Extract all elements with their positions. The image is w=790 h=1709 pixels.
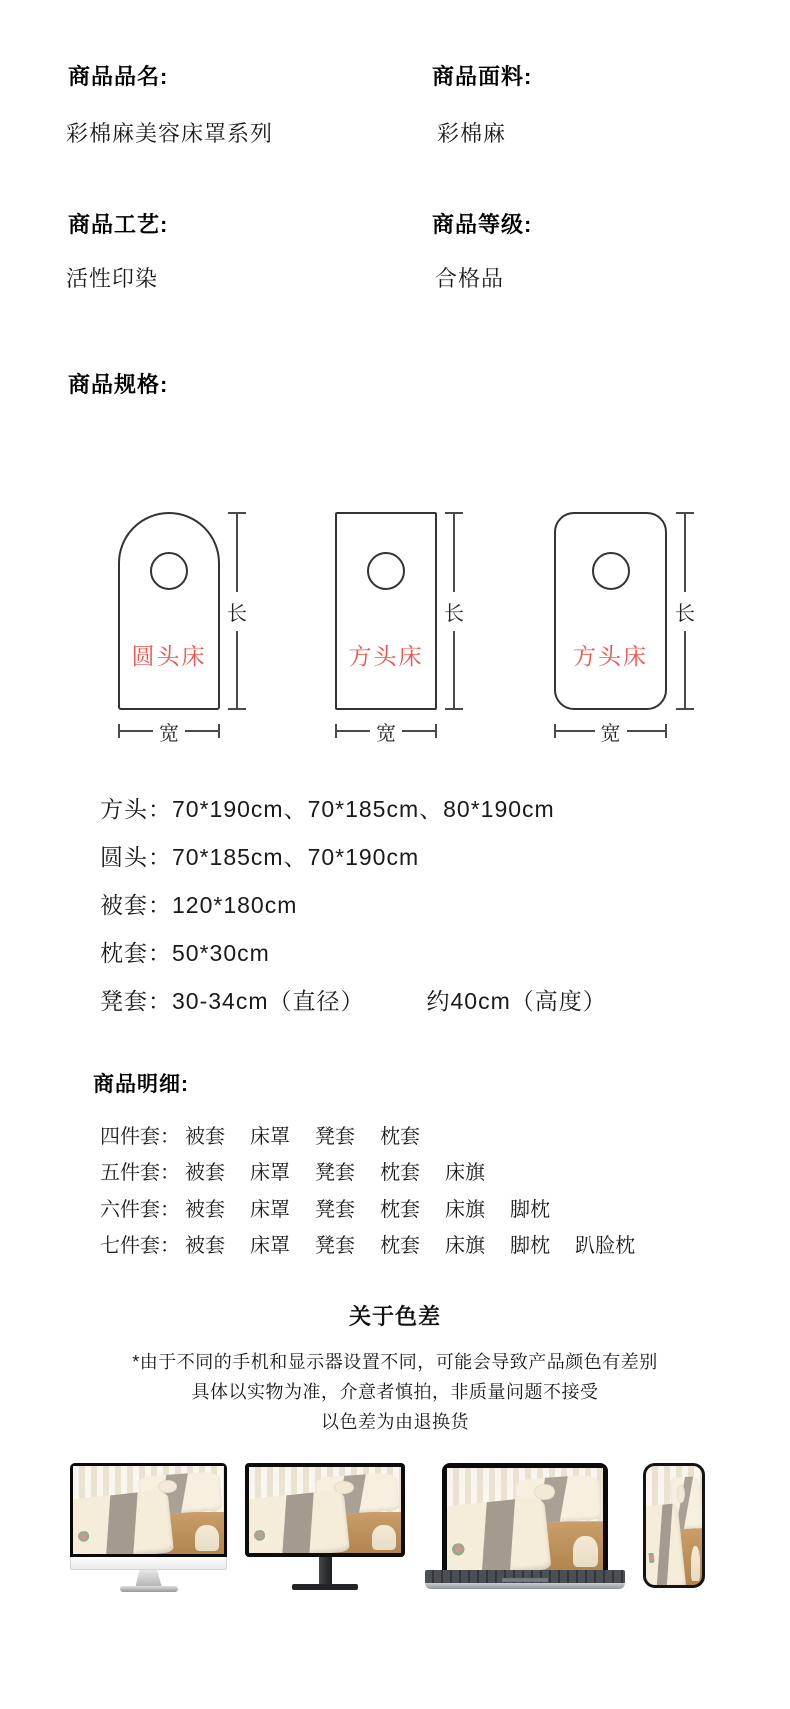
width-label: 宽 xyxy=(159,722,179,745)
set-item: 枕套 xyxy=(380,1126,420,1148)
set-name: 七件套： xyxy=(100,1235,180,1257)
detail-row-7pc xyxy=(100,1229,640,1258)
size-value: 120*180cm xyxy=(172,892,298,918)
product-photo xyxy=(73,1466,224,1554)
set-item: 枕套 xyxy=(380,1162,420,1184)
size-value: 70*185cm、70*190cm xyxy=(172,844,420,870)
length-label: 长 xyxy=(444,602,464,625)
imac-chin xyxy=(70,1557,227,1570)
set-item: 凳套 xyxy=(315,1199,355,1221)
set-item: 被套 xyxy=(185,1199,225,1221)
bed-diagram-label: 圆头床 xyxy=(131,643,207,669)
imac-base xyxy=(120,1586,178,1592)
bed-diagram-round xyxy=(118,512,220,710)
set-item: 床罩 xyxy=(250,1162,290,1184)
product-photo xyxy=(447,1468,603,1570)
size-value: 70*190cm、70*185cm、80*190cm xyxy=(172,796,555,822)
set-item: 枕套 xyxy=(380,1199,420,1221)
size-line-round-head xyxy=(100,839,419,872)
size-line-duvet-cover xyxy=(100,887,297,920)
imac-mockup xyxy=(70,1463,227,1592)
length-dimension-line xyxy=(226,512,248,710)
width-dimension-line xyxy=(554,720,667,745)
set-item: 趴脸枕 xyxy=(575,1235,635,1257)
width-label: 宽 xyxy=(376,722,396,745)
bed-diagrams xyxy=(0,512,790,757)
field-value-craft: 活性印染 xyxy=(66,266,159,291)
device-mockups-row xyxy=(0,1463,790,1603)
set-name: 四件套： xyxy=(100,1126,180,1148)
set-name: 五件套： xyxy=(100,1162,180,1184)
set-item: 床旗 xyxy=(445,1199,485,1221)
field-label-craft: 商品工艺: xyxy=(68,212,169,237)
size-line-pillowcase xyxy=(100,935,270,968)
detail-row-4pc xyxy=(100,1120,445,1149)
bed-hole-icon xyxy=(367,552,405,590)
set-item: 凳套 xyxy=(315,1126,355,1148)
field-label-product-name: 商品品名: xyxy=(68,64,169,89)
monitor-screen xyxy=(245,1463,405,1557)
bed-diagram-square xyxy=(335,512,437,710)
set-item: 床旗 xyxy=(445,1162,485,1184)
bed-diagram-rounded-rect xyxy=(554,512,667,710)
set-item: 被套 xyxy=(185,1126,225,1148)
set-item: 脚枕 xyxy=(510,1199,550,1221)
product-photo xyxy=(249,1467,401,1553)
imac-screen xyxy=(70,1463,227,1557)
set-item: 床旗 xyxy=(445,1235,485,1257)
set-item: 被套 xyxy=(185,1162,225,1184)
size-name: 被套： xyxy=(100,892,172,918)
monitor-mockup xyxy=(245,1463,405,1590)
size-line-stool-cover xyxy=(100,983,607,1016)
specs-section-title: 商品规格: xyxy=(68,372,169,397)
set-item: 床罩 xyxy=(250,1199,290,1221)
size-value: 30-34cm（直径） xyxy=(172,988,365,1014)
bed-hole-icon xyxy=(150,552,188,590)
size-name: 方头： xyxy=(100,796,172,822)
laptop-mockup xyxy=(425,1463,625,1589)
laptop-screen xyxy=(442,1463,608,1570)
field-value-product-name: 彩棉麻美容床罩系列 xyxy=(66,121,274,146)
product-photo xyxy=(646,1466,702,1585)
color-note-line: 具体以实物为准，介意者慎拍，非质量问题不接受 xyxy=(191,1382,599,1402)
field-value-grade: 合格品 xyxy=(435,266,505,291)
width-dimension-line xyxy=(118,720,220,745)
laptop-trackpad xyxy=(502,1578,548,1582)
length-label: 长 xyxy=(227,602,247,625)
set-item: 被套 xyxy=(185,1235,225,1257)
color-note-line: 以色差为由退换货 xyxy=(321,1412,469,1432)
color-note-line: *由于不同的手机和显示器设置不同，可能会导致产品颜色有差别 xyxy=(132,1352,658,1372)
phone-mockup xyxy=(643,1463,705,1588)
color-note-title: 关于色差 xyxy=(348,1304,441,1329)
field-label-grade: 商品等级: xyxy=(432,212,533,237)
size-name: 枕套： xyxy=(100,940,172,966)
details-section-title: 商品明细: xyxy=(93,1073,189,1096)
size-name: 凳套： xyxy=(100,988,172,1014)
length-dimension-line xyxy=(674,512,696,710)
set-item: 枕套 xyxy=(380,1235,420,1257)
set-item: 凳套 xyxy=(315,1162,355,1184)
set-name: 六件套： xyxy=(100,1199,180,1221)
size-line-square-head xyxy=(100,791,555,824)
field-label-fabric: 商品面料: xyxy=(432,64,533,89)
monitor-base xyxy=(292,1584,358,1590)
width-dimension-line xyxy=(335,720,437,745)
laptop-base xyxy=(425,1583,625,1589)
bed-diagram-label: 方头床 xyxy=(348,643,424,669)
size-value: 50*30cm xyxy=(172,940,270,966)
width-label: 宽 xyxy=(600,722,621,745)
monitor-stand xyxy=(319,1557,332,1584)
length-dimension-line xyxy=(443,512,465,710)
size-name: 圆头： xyxy=(100,844,172,870)
set-item: 凳套 xyxy=(315,1235,355,1257)
length-label: 长 xyxy=(675,602,695,625)
detail-row-5pc xyxy=(100,1156,510,1185)
size-value-height: 约40cm（高度） xyxy=(426,988,607,1014)
bed-hole-icon xyxy=(592,552,630,590)
imac-stand xyxy=(136,1570,162,1586)
set-item: 床罩 xyxy=(250,1126,290,1148)
color-note-text xyxy=(0,1347,790,1437)
field-value-fabric: 彩棉麻 xyxy=(437,121,507,146)
laptop-keyboard xyxy=(425,1570,625,1583)
bed-diagram-label: 方头床 xyxy=(573,643,648,669)
set-item: 床罩 xyxy=(250,1235,290,1257)
detail-row-6pc xyxy=(100,1193,575,1222)
set-item: 脚枕 xyxy=(510,1235,550,1257)
